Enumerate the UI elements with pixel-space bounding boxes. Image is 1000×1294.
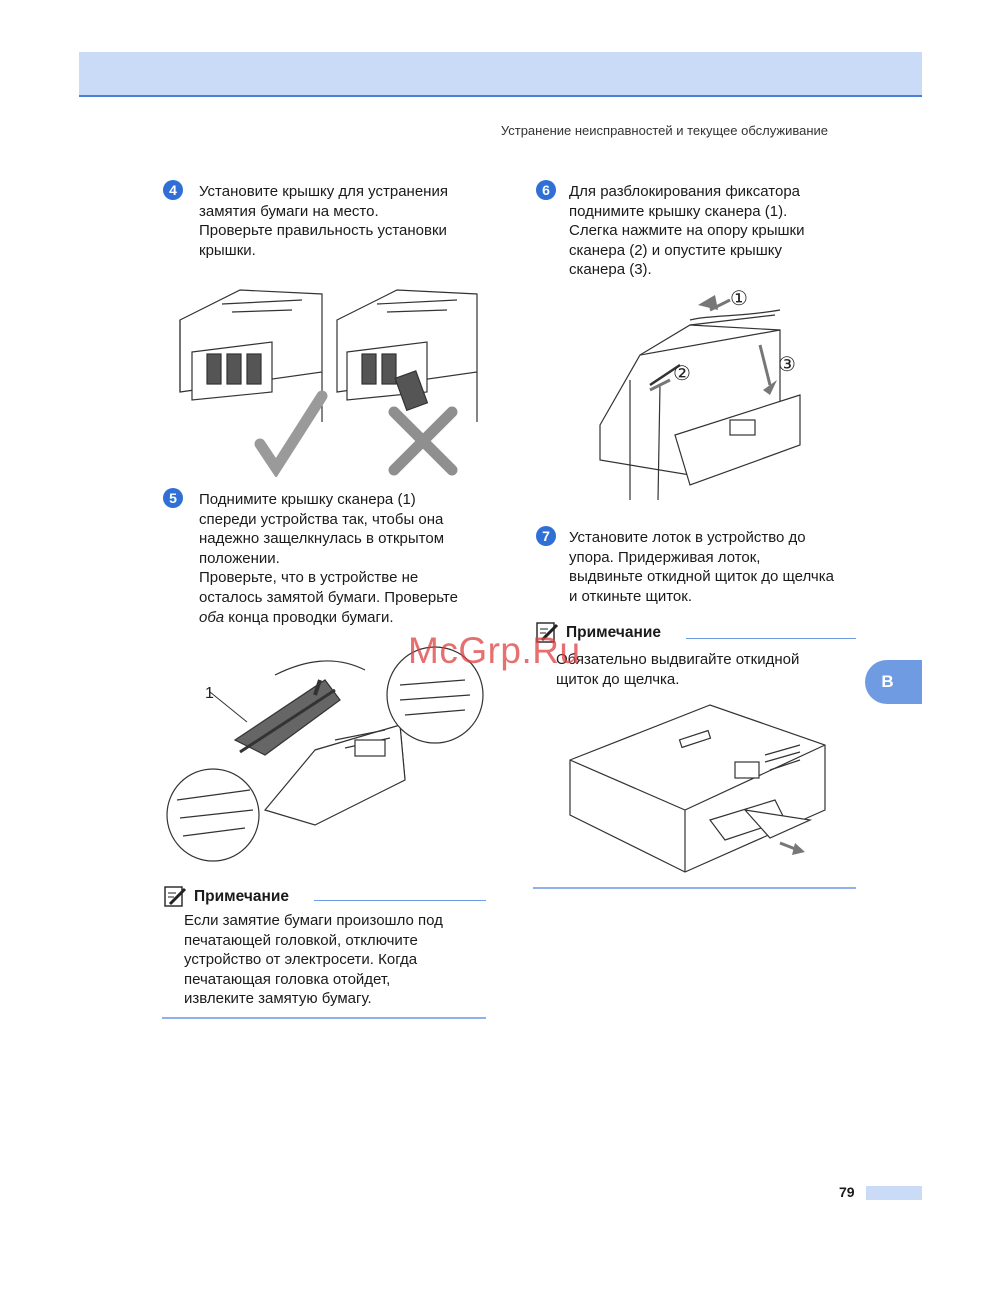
step-5-line: надежно защелкнулась в открытом (199, 530, 445, 548)
scanner-cover-open-figure (165, 640, 485, 868)
step-4-text (199, 182, 448, 260)
step-5-line: осталось замятой бумаги. Проверьте (199, 588, 458, 606)
callout-1: 1 (205, 685, 214, 702)
pencil-note-icon (164, 886, 188, 908)
step-4-line: Проверьте правильность установки (199, 222, 447, 240)
note-left-line: Если замятие бумаги произошло под (184, 912, 443, 929)
step-6-line: сканера (2) и опустите крышку (569, 241, 782, 259)
step-5-line: спереди устройства так, чтобы она (199, 510, 444, 528)
step-5-line: Проверьте, что в устройстве не (199, 569, 419, 587)
step-4-line: крышки. (199, 241, 256, 259)
page-number-bar (866, 1186, 922, 1200)
step-7-line: выдвиньте откидной щиток до щелчка (569, 568, 834, 586)
note-right-rule (686, 638, 856, 639)
circle-label-3: ③ (778, 352, 796, 376)
note-left-line: печатающая головка отойдет, (184, 970, 391, 988)
running-title: Устранение неисправностей и текущее обслуживание (500, 123, 828, 138)
note-left-rule (314, 900, 486, 901)
step-4-line: замятия бумаги на место. (199, 202, 379, 220)
note-left-line: устройство от электросети. Когда (184, 951, 418, 969)
note-right-bottom-rule (533, 887, 856, 889)
page-number: 79 (839, 1184, 855, 1200)
chapter-tab: B (865, 660, 922, 704)
cover-installation-figure (172, 282, 482, 477)
note-left-bottom-rule (162, 1017, 486, 1019)
watermark: McGrp.Ru (408, 630, 581, 671)
step-number-5: 5 (163, 488, 183, 508)
note-left-line: печатающей головкой, отключите (184, 931, 418, 949)
paper-tray-figure (560, 700, 835, 875)
note-right-line: Обязательно выдвигайте откидной (556, 651, 800, 668)
note-left-line: извлеките замятую бумагу. (184, 990, 372, 1008)
step-7-line: Установите лоток в устройство до (569, 529, 806, 546)
step-6-text (569, 182, 804, 280)
note-right-line: щиток до щелчка. (556, 670, 680, 688)
step-7-text (569, 528, 834, 606)
step-5-line-rest: конца проводки бумаги. (224, 608, 394, 626)
scanner-cover-close-figure (580, 285, 810, 510)
note-left-title: Примечание (194, 888, 289, 905)
step-6-line: Для разблокирования фиксатора (569, 183, 801, 200)
step-number-7: 7 (536, 526, 556, 546)
step-5-line: положении. (199, 549, 280, 567)
step-5-text (199, 490, 458, 627)
circle-label-2: ② (673, 361, 691, 385)
step-5-line: Поднимите крышку сканера (1) (199, 491, 416, 508)
header-band (79, 52, 922, 97)
check-mark-icon (260, 396, 322, 468)
step-number-4: 4 (163, 180, 183, 200)
step-4-line: Установите крышку для устранения (199, 183, 448, 200)
note-left-body (184, 911, 443, 1009)
note-right-body (556, 650, 799, 689)
step-6-line: поднимите крышку сканера (1). (569, 202, 788, 220)
step-6-line: сканера (3). (569, 261, 652, 279)
step-5-italic-word: оба (199, 608, 225, 626)
note-right-title: Примечание (566, 624, 661, 641)
step-6-line: Слегка нажмите на опору крышки (569, 222, 805, 240)
step-5-line (199, 608, 458, 628)
step-7-line: упора. Придерживая лоток, (569, 548, 761, 566)
cross-mark-icon (394, 412, 452, 470)
step-number-6: 6 (536, 180, 556, 200)
circle-label-1: ① (730, 286, 748, 310)
note-left-heading (164, 886, 289, 908)
step-7-line: и откиньте щиток. (569, 587, 693, 605)
